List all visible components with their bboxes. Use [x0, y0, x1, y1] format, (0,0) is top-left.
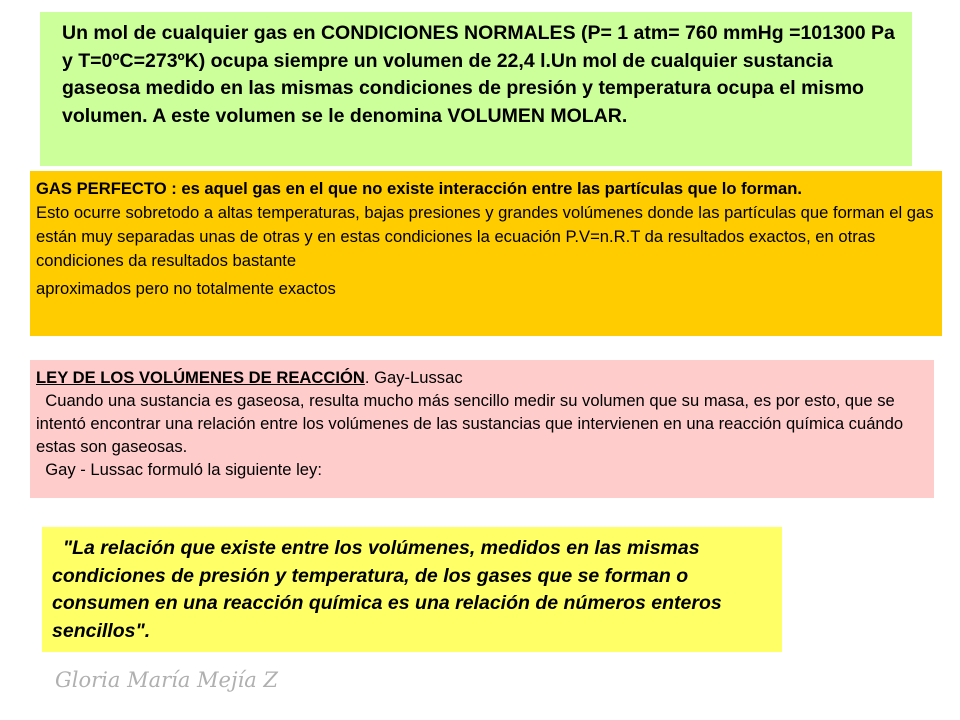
gay-lussac-title-suffix: . Gay-Lussac: [364, 368, 463, 387]
gay-lussac-paragraph: Cuando una sustancia es gaseosa, resulta mucho más sencillo medir su volumen que su masa, es por esto, que se intentó encontrar una relación entre los volúmenes de las sustancias que intervienen en una reacción química cuándo estas son gaseosas.: [36, 391, 908, 456]
perfect-gas-last-line: aproximados pero no totalmente exactos: [36, 279, 336, 298]
gay-lussac-title: LEY DE LOS VOLÚMENES DE REACCIÓN: [36, 368, 365, 387]
law-quote-text: "La relación que existe entre los volúmenes, medidos en las mismas condiciones de presión y temperatura, de los gases que se forman o consumen en una reacción química es una relación de números enteros sencillos".: [52, 537, 728, 642]
molar-volume-text: Un mol de cualquier gas en CONDICIONES NORMALES (P= 1 atm= 760 mmHg =101300 Pa y T=0ºC=273ºK) ocupa siempre un volumen de 22,4 l.Un mol de cualquier sustancia gaseosa medido en las mismas condiciones de presión y temperatura ocupa el mismo volumen. A este volumen se le denomina VOLUMEN MOLAR.: [62, 22, 895, 127]
gay-lussac-box: [30, 360, 934, 498]
gay-lussac-intro: Gay - Lussac formuló la siguiente ley:: [36, 460, 322, 479]
perfect-gas-definition: GAS PERFECTO : es aquel gas en el que no existe interacción entre las partículas que lo forman.: [36, 179, 802, 198]
molar-volume-box: [40, 12, 912, 166]
author-signature: Gloria María Mejía Z: [55, 668, 279, 692]
perfect-gas-body: Esto ocurre sobretodo a altas temperaturas, bajas presiones y grandes volúmenes donde las partículas que forman el gas están muy separadas unas de otras y en estas condiciones la ecuación P.V=n.R.T da resultados exactos, en otras condiciones da resultados bastante: [36, 203, 934, 270]
perfect-gas-box: [30, 171, 942, 336]
gay-lussac-heading: [36, 366, 926, 389]
law-quote-box: [42, 527, 782, 652]
